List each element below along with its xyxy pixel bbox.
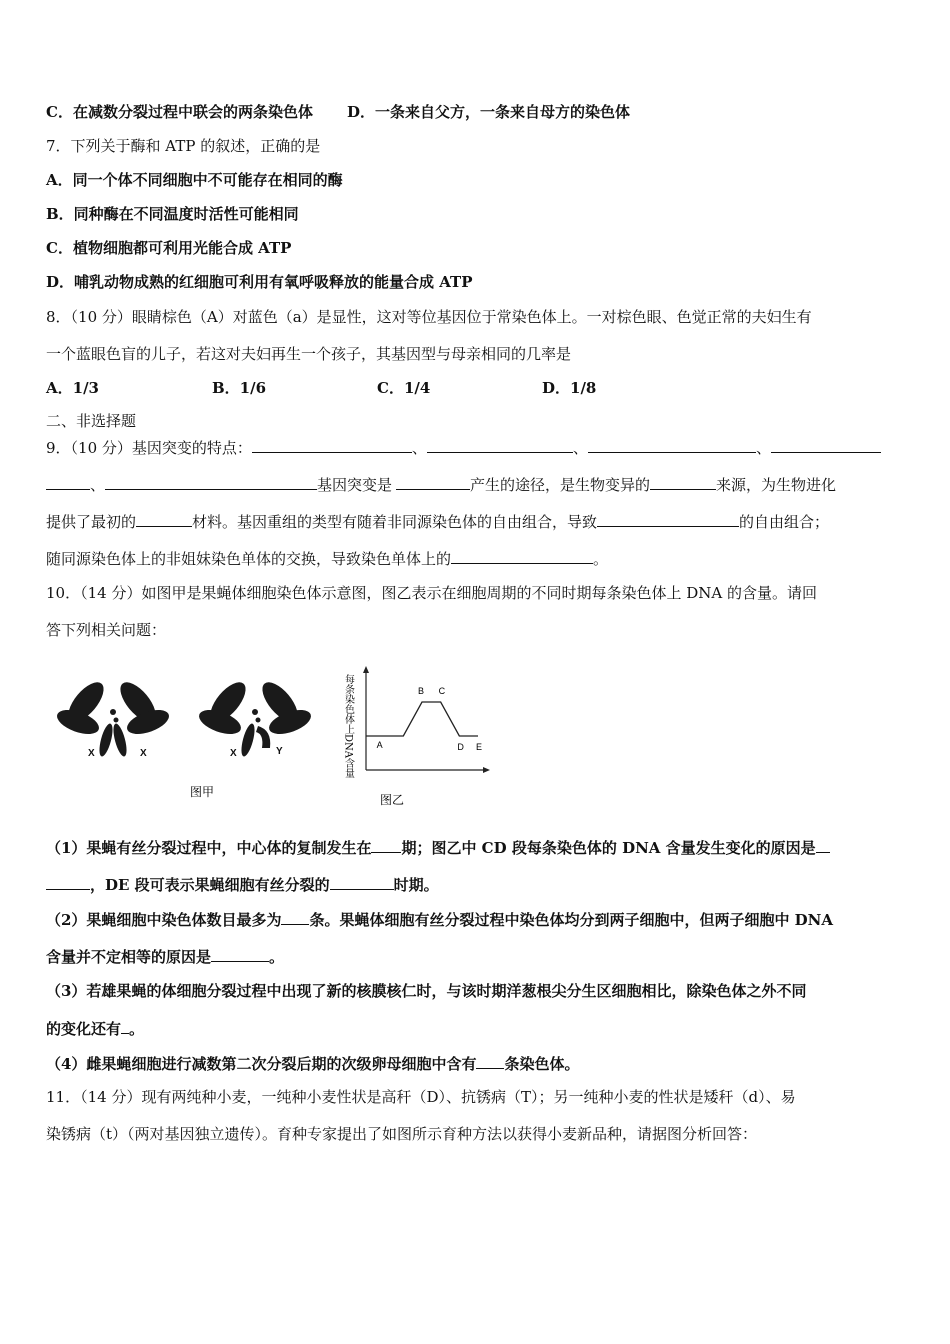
q10-sub3-line1: （3）若雄果蝇的体细胞分裂过程中出现了新的核膜核仁时，与该时期洋葱根尖分生区细胞相比，除染色体之外不同: [46, 982, 807, 1000]
chrom-label-x3: X: [230, 748, 237, 759]
q9-separator: 、: [572, 439, 588, 457]
chrom-label-y: Y: [276, 746, 283, 757]
q9-text: 材料。基因重组的类型有随着非同源染色体的自由组合，导致: [192, 513, 598, 531]
q9-separator: 、: [411, 439, 427, 457]
chromosome-dot: [114, 718, 119, 723]
q9-blank-1[interactable]: [252, 437, 412, 453]
q10-sub2-line2: [46, 946, 284, 967]
chart-point-label-a: A: [376, 740, 383, 750]
q8-option-c: C．1/4: [377, 379, 431, 397]
q6-option-d: D．一条来自父方，一条来自母方的染色体: [346, 103, 630, 121]
q7-option-d: D．哺乳动物成熟的红细胞可利用有氧呼吸释放的能量合成 ATP: [46, 273, 473, 291]
q10-sub3-text: 。: [129, 1020, 145, 1038]
q10-sub1-blank-2[interactable]: [816, 837, 830, 853]
q8-stem-line1: 8．（10 分）眼睛棕色（A）对蓝色（a）是显性，这对等位基因位于常染色体上。一对棕色眼、色觉正常的夫妇生有: [46, 308, 812, 326]
chrom-label-x1: X: [88, 748, 95, 759]
q10-sub2-text: 。: [269, 948, 285, 966]
fig-yi-chart: [338, 664, 498, 812]
q10-sub1-text: 时期。: [393, 876, 439, 894]
chart-point-label-b: B: [418, 686, 425, 696]
q9-blank-10[interactable]: [451, 548, 593, 564]
chromosome-dot: [110, 709, 116, 715]
q10-sub2-text: 含量并不定相等的原因是: [46, 948, 212, 966]
chart-y-arrow: [363, 666, 369, 673]
q9-blank-9[interactable]: [597, 511, 739, 527]
chart-point-label-d: D: [457, 742, 464, 752]
q10-sub3-text: 的变化还有: [46, 1020, 122, 1038]
q6-option-c-d-row: [46, 102, 630, 122]
chart-x-arrow: [483, 767, 490, 773]
q10-sub4-text: 条染色体。: [504, 1055, 580, 1073]
q10-sub2-line1: [46, 909, 833, 930]
q7-option-b: B．同种酶在不同温度时活性可能相同: [46, 205, 299, 223]
chromosome-shape: [239, 722, 257, 757]
q9-blank-8[interactable]: [136, 511, 192, 527]
chart-point-label-c: C: [438, 686, 446, 696]
q9-text: 随同源染色体上的非姐妹染色单体的交换，导致染色单体上的: [46, 550, 452, 568]
q9-line4: [46, 548, 608, 569]
q9-line3: [46, 511, 829, 532]
q7-option-a: A．同一个体不同细胞中不可能存在相同的酶: [46, 171, 343, 189]
q10-sub1-line2: [46, 874, 439, 895]
q10-sub4-line1: [46, 1053, 579, 1074]
q9-text: 产生的途径，是生物变异的: [470, 476, 651, 494]
q10-sub1-blank-3[interactable]: [330, 874, 394, 890]
chromosome-shape: [97, 722, 115, 757]
q9-text: 的自由组合；: [739, 513, 830, 531]
fig-jia-label: 图甲: [190, 785, 215, 799]
q10-stem-line2: 答下列相关问题：: [46, 621, 167, 639]
chromosome-dot: [256, 718, 261, 723]
fig-yi-label: 图乙: [380, 793, 405, 807]
q10-sub4-blank[interactable]: [476, 1053, 504, 1069]
q7-option-c: C．植物细胞都可利用光能合成 ATP: [46, 239, 292, 257]
q6-option-c: C．在减数分裂过程中联会的两条染色体: [46, 103, 313, 121]
q10-stem-line1: 10．（14 分）如图甲是果蝇体细胞染色体示意图，图乙表示在细胞周期的不同时期每条染色体上 DNA 的含量。请回: [46, 584, 817, 602]
q9-separator: 、: [755, 439, 771, 457]
q9-blank-3[interactable]: [588, 437, 756, 453]
q10-sub2-blank-1[interactable]: [281, 909, 309, 925]
q11-stem-line2: 染锈病（t）（两对基因独立遗传）。育种专家提出了如图所示育种方法以获得小麦新品种，请据图分析回答：: [46, 1125, 758, 1143]
q7-stem: 7．下列关于酶和 ATP 的叙述，正确的是: [46, 137, 321, 155]
q9-prompt: 9．（10 分）基因突变的特点：: [46, 439, 252, 457]
q9-blank-7[interactable]: [650, 474, 716, 490]
q10-sub3-line2: [46, 1018, 144, 1039]
q9-text: 基因突变是: [317, 476, 393, 494]
section-2-heading: 二、非选择题: [46, 412, 137, 430]
q9-line1: [46, 437, 881, 458]
q9-blank-6[interactable]: [396, 474, 470, 490]
q10-sub3-blank[interactable]: [121, 1018, 129, 1034]
q8-option-a: A．1/3: [46, 379, 99, 397]
chrom-label-x2: X: [140, 748, 147, 759]
chart-series-line: [366, 702, 478, 736]
q10-sub1-text: ，DE 段可表示果蝇细胞有丝分裂的: [90, 876, 330, 894]
chromosome-shape: [111, 722, 129, 757]
q9-text: 提供了最初的: [46, 513, 137, 531]
q10-sub4-text: （4）雌果蝇细胞进行减数第二次分裂后期的次级卵母细胞中含有: [46, 1055, 477, 1073]
q10-sub2-text: （2）果蝇细胞中染色体数目最多为: [46, 911, 282, 929]
q10-sub1-text: （1）果蝇有丝分裂过程中，中心体的复制发生在: [46, 839, 372, 857]
chart-y-axis-label: 每条染色体上DNA含量: [342, 674, 354, 778]
q10-sub2-blank-2[interactable]: [211, 946, 269, 962]
q8-option-b: B．1/6: [212, 379, 267, 397]
q10-sub1-blank-2-cont[interactable]: [46, 874, 90, 890]
q9-line2: [46, 474, 836, 495]
q9-blank-4-cont[interactable]: [46, 474, 90, 490]
q11-stem-line1: 11．（14 分）现有两纯种小麦，一纯种小麦性状是高秆（D）、抗锈病（T）；另一纯种小麦的性状是矮秆（d）、易: [46, 1088, 796, 1106]
q10-sub1-blank-1[interactable]: [371, 837, 401, 853]
q9-separator: 、: [90, 476, 106, 494]
q9-blank-4[interactable]: [771, 437, 881, 453]
q9-blank-5[interactable]: [105, 474, 317, 490]
q8-stem-line2: 一个蓝眼色盲的儿子，若这对夫妇再生一个孩子，其基因型与母亲相同的几率是: [46, 345, 572, 363]
q9-blank-2[interactable]: [427, 437, 573, 453]
q10-sub1-text: 期；图乙中 CD 段每条染色体的 DNA 含量发生变化的原因是: [401, 839, 816, 857]
q10-sub2-text: 条。果蝇体细胞有丝分裂过程中染色体均分到两子细胞中，但两子细胞中 DNA: [309, 911, 834, 929]
fig-jia-chromosomes: [56, 664, 336, 809]
q9-text: 。: [593, 550, 609, 568]
q8-option-d: D．1/8: [542, 379, 597, 397]
q9-text: 来源，为生物进化: [716, 476, 837, 494]
q8-options-row: [46, 378, 596, 398]
chromosome-dot: [252, 709, 258, 715]
q10-sub1-line1: [46, 837, 830, 858]
chromosome-y-shape: [256, 726, 270, 748]
chart-point-label-e: E: [476, 742, 483, 752]
